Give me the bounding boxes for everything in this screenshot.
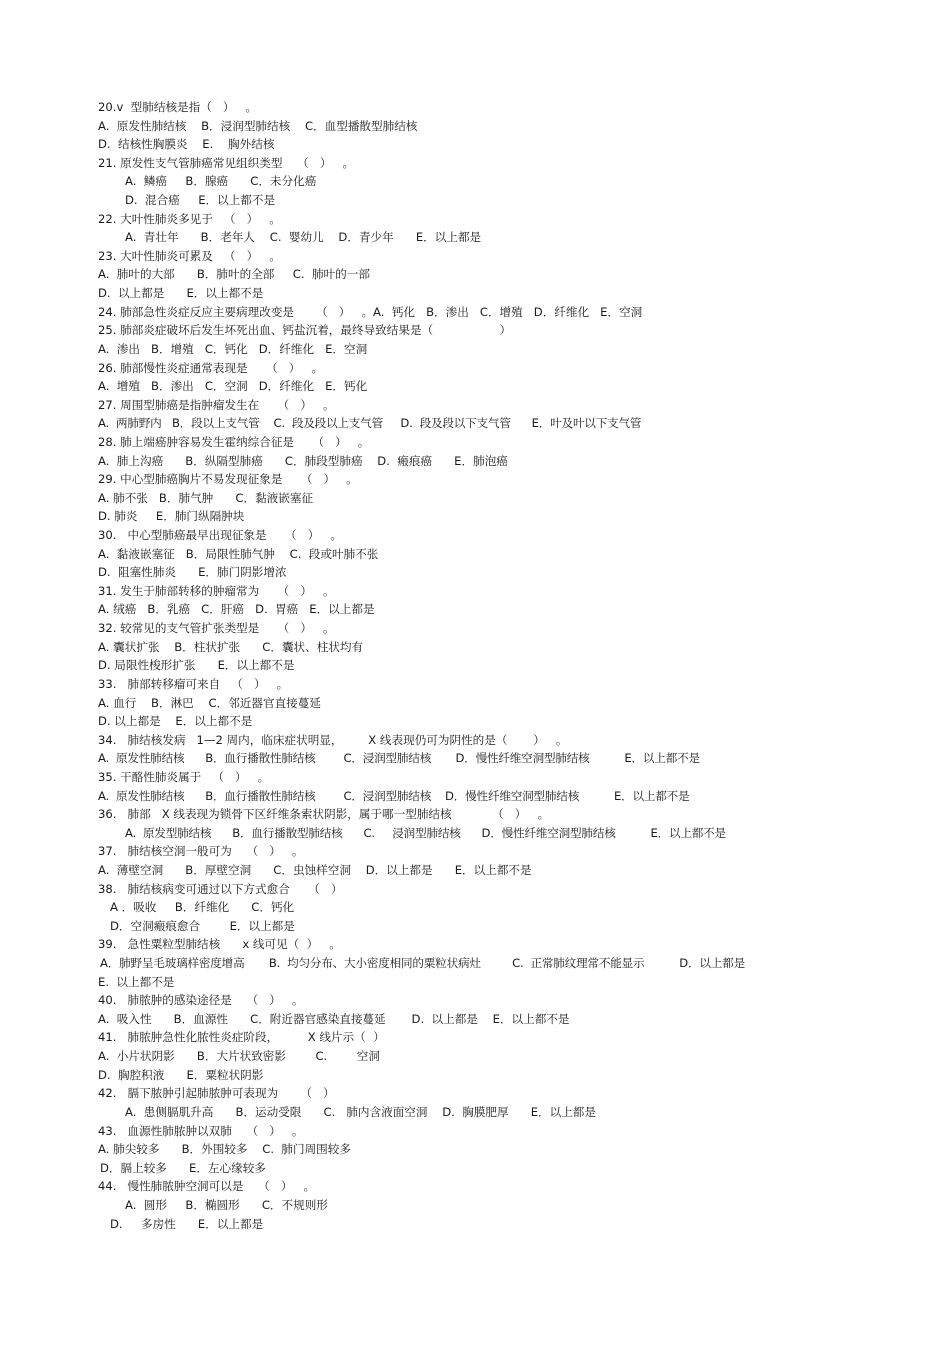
question-44-stem: 44. 慢性肺脓肿空洞可以是 （ ） 。 [98,1179,316,1194]
question-26-options: A. 增殖 B．渗出 C．空洞 D．纤维化 E．钙化 [98,379,368,394]
question-39-options-a-d: A．肺野呈毛玻璃样密度增高 B. 均匀分布、大小密度相同的粟粒状病灶 C. 正常肺纹理常不能显示 D．以上都是 [100,956,745,971]
question-44-options-a-c: A. 圆形 B．椭圆形 C．不规则形 [125,1197,328,1212]
question-34-stem: 34. 肺结核发病 1—2 周内，临床症状明显， X 线表现仍可为阴性的是（ ） 。 [98,732,568,747]
question-40-stem: 40. 肺脓肿的感染途径是 （ ） 。 [98,993,304,1008]
question-35-stem: 35. 干酪性肺炎属于 （ ） 。 [98,769,270,784]
question-39-stem: 39. 急性粟粒型肺结核 x 线可见（ ） 。 [98,937,341,952]
question-21-stem: 21. 原发性支气管肺癌常见组织类型 （ ） 。 [98,155,355,170]
question-43-stem: 43. 血源性肺脓肿以双肺 （ ） 。 [98,1123,304,1138]
question-29-options-d-e: D. 肺炎 E．肺门纵隔肿块 [98,509,245,524]
question-34-options: A. 原发性肺结核 B．血行播散性肺结核 C．浸润型肺结核 D．慢性纤维空洞型肺结核 E．以上都不是 [98,751,700,766]
question-33-options-a-c: A. 血行 B．淋巴 C．邻近器官直接蔓延 [98,695,321,710]
question-23-options-d-e: D. 以上都是 E．以上都不是 [98,286,264,301]
question-42-options: A. 患侧膈肌升高 B．运动受限 C. 肺内含液面空洞 D. 胸膜肥厚 E．以上都是 [125,1104,596,1119]
question-39-option-e: E. 以上都不是 [98,974,175,989]
question-31-stem: 31. 发生于肺部转移的肿瘤常为 （ ） 。 [98,583,335,598]
question-38-options-d-e: D．空洞瘢痕愈合 E．以上都是 [110,918,295,933]
question-29-options-a-c: A. 肺不张 B．肺气肿 C．黏液嵌塞征 [98,490,314,505]
question-20-options-a-c: A. 原发性肺结核 B．浸润型肺结核 C．血型播散型肺结核 [98,118,418,133]
question-21-options-a-c: A. 鳞癌 B．腺癌 C．未分化癌 [125,174,317,189]
question-25-options: A. 渗出 B．增殖 C．钙化 D．纤维化 E．空洞 [98,341,368,356]
question-37-stem: 37. 肺结核空洞一般可为 （ ） 。 [98,844,304,859]
question-40-options: A. 吸入性 B．血源性 C．附近器官感染直接蔓延 D. 以上都是 E．以上都不是 [98,1011,570,1026]
question-41-options-d-e: D. 胸腔积液 E．粟粒状阴影 [98,1067,264,1082]
question-41-stem: 41. 肺脓肿急性化脓性炎症阶段， X 线片示（ ） [98,1030,385,1045]
question-35-options: A. 原发性肺结核 B．血行播散性肺结核 C．浸润型肺结核 D．慢性纤维空洞型肺结核 E．以上都不是 [98,788,690,803]
question-33-options-d-e: D. 以上都是 E．以上都不是 [98,714,253,729]
question-36-stem: 36. 肺部 X 线表现为锁骨下区纤维条索状阴影，属于哪一型肺结核 （ ） 。 [98,807,550,822]
question-36-options: A. 原发型肺结核 B．血行播散型肺结核 C. 浸润型肺结核 D．慢性纤维空洞型肺结核 E．以上都不是 [125,825,726,840]
question-20-options-d-e: D. 结核性胸膜炎 E. 胸外结核 [98,137,275,152]
question-33-stem: 33. 肺部转移瘤可来自 （ ） 。 [98,676,289,691]
question-32-options-d-e: D. 局限性梭形扩张 E．以上都不是 [98,658,295,673]
question-24-stem-options: 24. 肺部急性炎症反应主要病理改变是 （ ） 。A. 钙化 B．渗出 C．增殖 D．纤维化 E．空洞 [98,304,643,319]
question-26-stem: 26. 肺部慢性炎症通常表现是 （ ） 。 [98,360,323,375]
question-43-options-d-e: D．膈上较多 E．左心缘较多 [100,1160,266,1175]
question-32-options-a-c: A. 囊状扩张 B．柱状扩张 C．囊状、柱状均有 [98,639,364,654]
question-30-stem: 30. 中心型肺癌最早出现征象是 （ ） 。 [98,528,342,543]
question-43-options-a-c: A. 肺尖较多 B．外围较多 C. 肺门周围较多 [98,1142,351,1157]
question-31-options: A. 绒癌 B．乳癌 C．肝癌 D. 胃癌 E．以上都是 [98,602,375,617]
question-21-options-d-e: D. 混合癌 E．以上都不是 [125,193,276,208]
question-23-stem: 23. 大叶性肺炎可累及 （ ） 。 [98,248,281,263]
question-28-options: A. 肺上沟癌 B．纵隔型肺癌 C．肺段型肺癌 D. 瘢痕癌 E．肺泡癌 [98,453,508,468]
question-27-stem: 27. 周围型肺癌是指肿瘤发生在 （ ） 。 [98,397,335,412]
question-38-options-a-c: A ．吸收 B．纤维化 C．钙化 [110,900,295,915]
question-44-options-d-e: D. 多房性 E．以上都是 [110,1216,264,1231]
question-20-stem: 20.v 型肺结核是指（ ） 。 [98,100,258,114]
question-32-stem: 32. 较常见的支气管扩张类型是 （ ） 。 [98,621,335,636]
question-22-stem: 22. 大叶性肺炎多见于 （ ） 。 [98,211,281,226]
document-page [0,98,950,1233]
question-30-options-d-e: D. 阻塞性肺炎 E．肺门阴影增浓 [98,565,287,580]
question-41-options-a-c: A. 小片状阴影 B．大片状致密影 C. 空洞 [98,1049,380,1064]
question-27-options: A. 两肺野内 B．段以上支气管 C. 段及段以上支气管 D. 段及段以下支气管 E．叶及叶以下支气管 [98,416,642,431]
question-37-options: A. 薄壁空洞 B．厚壁空洞 C．虫蚀样空洞 D．以上都是 E．以上都不是 [98,862,532,877]
question-29-stem: 29. 中心型肺癌胸片不易发现征象是 （ ） 。 [98,472,358,487]
question-25-stem: 25. 肺部炎症破坏后发生坏死出血、钙盐沉着，最终导致结果是（ ） [98,323,512,338]
question-38-stem: 38. 肺结核病变可通过以下方式愈合 （ ） [98,881,343,896]
question-28-stem: 28. 肺上端癌肿容易发生霍纳综合征是 （ ） 。 [98,434,370,449]
question-23-options-a-c: A. 肺叶的大部 B．肺叶的全部 C. 肺叶的一部 [98,267,370,282]
question-30-options-a-c: A. 黏液嵌塞征 B．局限性肺气肿 C. 段或叶肺不张 [98,546,379,561]
question-22-options: A. 青壮年 B．老年人 C. 婴幼儿 D．青少年 E．以上都是 [125,230,482,245]
question-42-stem: 42. 膈下脓肿引起肺脓肿可表现为 （ ） [98,1086,335,1101]
